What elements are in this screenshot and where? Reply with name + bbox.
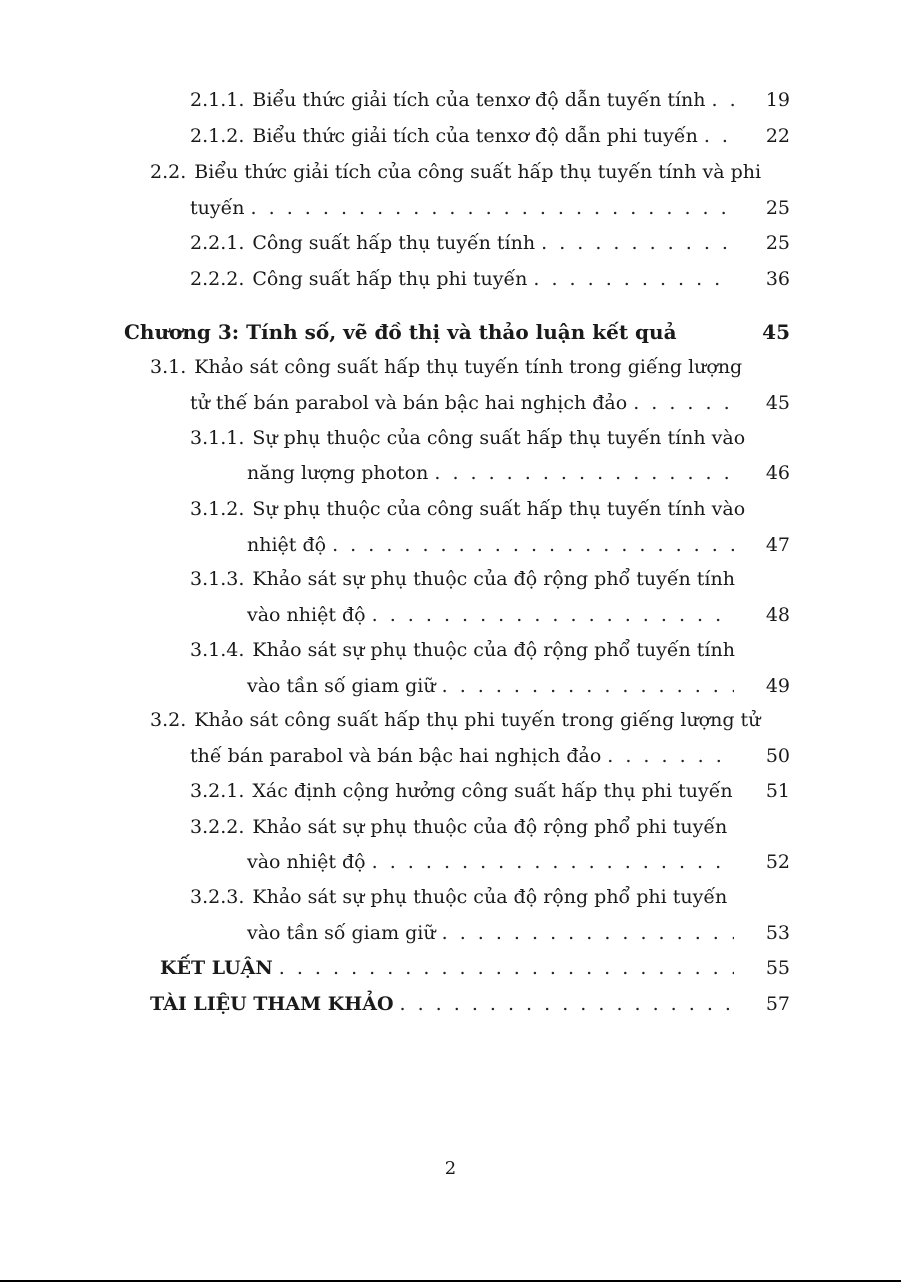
toc-entry-page: 45 bbox=[765, 392, 790, 414]
leader-dots bbox=[607, 744, 734, 768]
toc-entry-references[interactable] bbox=[150, 992, 790, 1016]
leader-dots bbox=[533, 267, 734, 291]
toc-entry-title: Xác định cộng hưởng công suất hấp thụ phi tuyến bbox=[252, 780, 733, 802]
toc-entry-page: 50 bbox=[765, 745, 790, 767]
toc-entry-page: 45 bbox=[762, 320, 790, 344]
toc-chapter-title: Chương 3: Tính số, vẽ đồ thị và thảo luận kết quả bbox=[124, 320, 677, 344]
toc-entry[interactable] bbox=[190, 426, 790, 450]
toc-entry-number: 3.2. bbox=[150, 709, 187, 731]
leader-dots bbox=[633, 391, 734, 415]
leader-dots bbox=[442, 921, 734, 945]
toc-entry-title: Khảo sát công suất hấp thụ phi tuyến trong giếng lượng tử bbox=[194, 709, 761, 731]
leader-dots bbox=[332, 533, 734, 557]
toc-entry-number: 3.1.3. bbox=[190, 568, 245, 590]
toc-entry-page: 52 bbox=[765, 851, 790, 873]
toc-entry-title: KẾT LUẬN bbox=[160, 957, 273, 979]
toc-entry[interactable] bbox=[150, 355, 790, 379]
toc-entry-continuation[interactable] bbox=[247, 533, 790, 557]
leader-dots bbox=[251, 196, 734, 220]
toc-entry-continuation[interactable] bbox=[190, 744, 790, 768]
bottom-border bbox=[0, 1280, 901, 1282]
toc-entry-page: 46 bbox=[765, 462, 790, 484]
toc-entry-page: 55 bbox=[765, 957, 790, 979]
toc-entry[interactable] bbox=[190, 885, 790, 909]
leader-dots bbox=[442, 674, 734, 698]
leader-dots bbox=[400, 992, 735, 1016]
toc-entry-title: Khảo sát sự phụ thuộc của độ rộng phổ phi tuyến bbox=[252, 816, 728, 838]
toc-entry-title: vào nhiệt độ bbox=[247, 604, 366, 626]
toc-entry[interactable] bbox=[190, 124, 790, 148]
toc-entry-title: Biểu thức giải tích của công suất hấp thụ tuyến tính và phi bbox=[194, 161, 762, 183]
toc-entry-number: 3.1. bbox=[150, 356, 187, 378]
toc-entry-page: 22 bbox=[765, 125, 790, 147]
toc-entry-page: 25 bbox=[765, 197, 790, 219]
toc-entry-continuation[interactable] bbox=[190, 391, 790, 415]
toc-entry-number: 2.1.1. bbox=[190, 89, 245, 111]
toc-entry-title: Biểu thức giải tích của tenxơ độ dẫn phi tuyến bbox=[252, 125, 698, 147]
toc-entry-title: Công suất hấp thụ phi tuyến bbox=[252, 268, 528, 290]
toc-entry-page: 19 bbox=[765, 89, 790, 111]
toc-entry-number: 2.2.1. bbox=[190, 232, 245, 254]
toc-entry-number: 2.2.2. bbox=[190, 268, 245, 290]
toc-entry-page: 47 bbox=[765, 534, 790, 556]
toc-entry-title: thế bán parabol và bán bậc hai nghịch đảo bbox=[190, 745, 602, 767]
toc-entry[interactable] bbox=[150, 160, 790, 184]
toc-entry-number: 3.1.2. bbox=[190, 498, 245, 520]
toc-entry-continuation[interactable] bbox=[247, 921, 790, 945]
toc-entry-title: Sự phụ thuộc của công suất hấp thụ tuyến tính vào bbox=[252, 498, 746, 520]
toc-entry-continuation[interactable] bbox=[247, 850, 790, 874]
toc-entry[interactable] bbox=[190, 231, 790, 255]
toc-chapter-heading[interactable] bbox=[124, 320, 790, 344]
leader-dots bbox=[541, 231, 734, 255]
toc-entry-continuation[interactable] bbox=[190, 196, 790, 220]
toc-entry-page: 53 bbox=[765, 922, 790, 944]
leader-dots bbox=[712, 88, 734, 112]
toc-entry-continuation[interactable] bbox=[247, 461, 790, 485]
toc-entry-continuation[interactable] bbox=[247, 674, 790, 698]
toc-entry-number: 3.2.3. bbox=[190, 886, 245, 908]
toc-entry-title: TÀI LIỆU THAM KHẢO bbox=[150, 993, 394, 1015]
toc-entry-title: tuyến bbox=[190, 197, 245, 219]
toc-entry-title: nhiệt độ bbox=[247, 534, 327, 556]
toc-entry[interactable] bbox=[190, 267, 790, 291]
toc-entry-page: 25 bbox=[765, 232, 790, 254]
leader-dots bbox=[372, 603, 734, 627]
toc-entry-title: Khảo sát sự phụ thuộc của độ rộng phổ phi tuyến bbox=[252, 886, 728, 908]
toc-entry-title: vào tần số giam giữ bbox=[247, 922, 436, 944]
toc-entry-title: Sự phụ thuộc của công suất hấp thụ tuyến tính vào bbox=[252, 427, 746, 449]
toc-entry-page: 57 bbox=[765, 993, 790, 1015]
toc-entry-number: 3.1.4. bbox=[190, 639, 245, 661]
leader-dots bbox=[434, 461, 734, 485]
toc-entry[interactable] bbox=[150, 708, 790, 732]
toc-entry-number: 2.2. bbox=[150, 161, 187, 183]
toc-entry[interactable] bbox=[190, 88, 790, 112]
toc-entry-number: 3.2.1. bbox=[190, 780, 245, 802]
toc-entry-number: 2.1.2. bbox=[190, 125, 245, 147]
toc-entry[interactable] bbox=[190, 497, 790, 521]
toc-entry-page: 48 bbox=[765, 604, 790, 626]
leader-dots bbox=[372, 850, 734, 874]
leader-dots bbox=[279, 956, 734, 980]
toc-entry[interactable] bbox=[190, 779, 790, 803]
toc-entry-number: 3.1.1. bbox=[190, 427, 245, 449]
page-number: 2 bbox=[444, 1158, 457, 1179]
toc-entry[interactable] bbox=[190, 815, 790, 839]
toc-entry-title: Công suất hấp thụ tuyến tính bbox=[252, 232, 536, 254]
toc-entry-title: tử thế bán parabol và bán bậc hai nghịch đảo bbox=[190, 392, 628, 414]
toc-entry-conclusion[interactable] bbox=[160, 956, 790, 980]
toc-entry[interactable] bbox=[190, 638, 790, 662]
toc-entry-page: 36 bbox=[765, 268, 790, 290]
leader-dots bbox=[704, 124, 734, 148]
toc-entry-page: 49 bbox=[765, 675, 790, 697]
toc-entry-title: vào nhiệt độ bbox=[247, 851, 366, 873]
toc-entry[interactable] bbox=[190, 567, 790, 591]
toc-entry-title: Khảo sát sự phụ thuộc của độ rộng phổ tuyến tính bbox=[252, 568, 735, 590]
toc-entry-title: Khảo sát công suất hấp thụ tuyến tính trong giếng lượng bbox=[194, 356, 743, 378]
toc-entry-number: 3.2.2. bbox=[190, 816, 245, 838]
toc-entry-continuation[interactable] bbox=[247, 603, 790, 627]
toc-entry-page: 51 bbox=[765, 780, 790, 802]
toc-entry-title: năng lượng photon bbox=[247, 462, 429, 484]
toc-entry-title: Biểu thức giải tích của tenxơ độ dẫn tuyến tính bbox=[252, 89, 706, 111]
toc-entry-title: Khảo sát sự phụ thuộc của độ rộng phổ tuyến tính bbox=[252, 639, 735, 661]
toc-entry-title: vào tần số giam giữ bbox=[247, 675, 436, 697]
